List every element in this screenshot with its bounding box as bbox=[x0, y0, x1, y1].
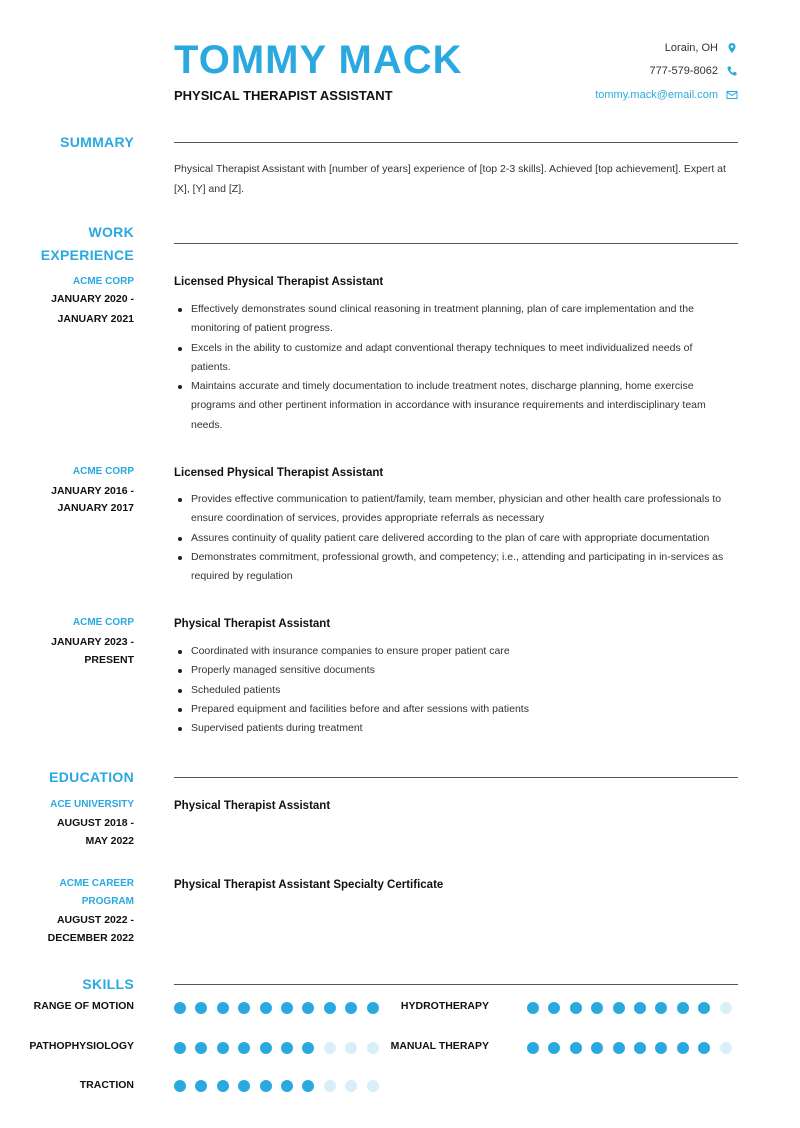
skills-divider bbox=[174, 984, 738, 985]
school-name: ACME CAREER bbox=[59, 878, 134, 889]
candidate-name: TOMMY MACK bbox=[174, 38, 463, 82]
skill-dot bbox=[217, 1080, 229, 1092]
skill-rating bbox=[174, 1080, 379, 1092]
summary-text: Physical Therapist Assistant with [number of years] experience of [top 2-3 skills]. Achieved [top achievement]. Expert at [X], [Y] and [Z]. bbox=[174, 163, 726, 195]
list-item: Supervised patients during treatment bbox=[174, 719, 734, 738]
email-link[interactable]: tommy.mack@email.com bbox=[595, 89, 718, 101]
skill-dot bbox=[238, 1002, 250, 1014]
skill-name: MANUAL THERAPY bbox=[390, 1040, 489, 1052]
experience-divider bbox=[174, 243, 738, 244]
school-name: ACE UNIVERSITY bbox=[50, 799, 134, 810]
job-role: Licensed Physical Therapist Assistant bbox=[174, 276, 384, 288]
school-name-line2: PROGRAM bbox=[81, 896, 134, 907]
skill-dot bbox=[570, 1002, 582, 1014]
skill-dot bbox=[698, 1002, 710, 1014]
job-date-end: PRESENT bbox=[84, 654, 134, 666]
skill-rating bbox=[174, 1002, 379, 1014]
skill-dot bbox=[720, 1002, 732, 1014]
job-role: Licensed Physical Therapist Assistant bbox=[174, 467, 384, 479]
skill-rating bbox=[174, 1042, 379, 1054]
skill-dot bbox=[281, 1042, 293, 1054]
skill-dot bbox=[677, 1002, 689, 1014]
skill-rating bbox=[527, 1042, 732, 1054]
education-date-start: AUGUST 2022 - bbox=[56, 914, 134, 926]
skill-name: RANGE OF MOTION bbox=[33, 1000, 134, 1012]
skill-dot bbox=[217, 1042, 229, 1054]
contact-email[interactable] bbox=[595, 89, 738, 101]
phone-icon bbox=[726, 65, 738, 77]
skill-name: PATHOPHYSIOLOGY bbox=[29, 1040, 134, 1052]
contact-location bbox=[665, 42, 738, 54]
experience-heading-line2: EXPERIENCE bbox=[40, 247, 134, 263]
list-item: Excels in the ability to customize and adapt conventional therapy techniques to meet individualized needs of patients. bbox=[174, 339, 734, 378]
skill-dot bbox=[367, 1080, 379, 1092]
education-date-end: MAY 2022 bbox=[85, 835, 134, 847]
envelope-icon bbox=[726, 89, 738, 101]
skill-dot bbox=[324, 1042, 336, 1054]
list-item: Assures continuity of quality patient care delivered according to the plan of care with appropriate documentation bbox=[174, 529, 734, 548]
skill-dot bbox=[527, 1002, 539, 1014]
skill-dot bbox=[302, 1080, 314, 1092]
job-company: ACME CORP bbox=[72, 466, 134, 477]
skill-dot bbox=[260, 1042, 272, 1054]
skill-dot bbox=[677, 1042, 689, 1054]
job-role: Physical Therapist Assistant bbox=[174, 618, 331, 630]
skill-dot bbox=[281, 1080, 293, 1092]
skill-dot bbox=[281, 1002, 293, 1014]
skill-dot bbox=[548, 1042, 560, 1054]
skill-dot bbox=[217, 1002, 229, 1014]
education-date-start: AUGUST 2018 - bbox=[56, 817, 134, 829]
skill-dot bbox=[613, 1002, 625, 1014]
contact-phone bbox=[649, 65, 738, 77]
skill-dot bbox=[345, 1042, 357, 1054]
skill-dot bbox=[655, 1002, 667, 1014]
summary-heading: SUMMARY bbox=[60, 134, 134, 150]
skill-dot bbox=[174, 1002, 186, 1014]
job-date-end: JANUARY 2021 bbox=[57, 313, 134, 325]
job-bullets bbox=[174, 300, 734, 435]
list-item: Provides effective communication to patient/family, team member, physician and other health care professionals to ensure coordination of services, provides appropriate referrals as necessary bbox=[174, 490, 734, 529]
list-item: Maintains accurate and timely documentation to include treatment notes, discharge planning, home exercise programs and other pertinent information in accordance with insurance requirements and interdisciplinary team needs. bbox=[174, 377, 734, 435]
list-item: Scheduled patients bbox=[174, 681, 734, 700]
skill-dot bbox=[345, 1080, 357, 1092]
job-date-start: JANUARY 2020 - bbox=[51, 293, 134, 305]
skill-dot bbox=[698, 1042, 710, 1054]
skill-dot bbox=[238, 1080, 250, 1092]
map-pin-icon bbox=[726, 42, 738, 54]
skill-dot bbox=[260, 1080, 272, 1092]
skill-dot bbox=[655, 1042, 667, 1054]
skill-rating bbox=[527, 1002, 732, 1014]
phone-text: 777-579-8062 bbox=[649, 65, 718, 77]
skill-dot bbox=[548, 1002, 560, 1014]
job-bullets bbox=[174, 490, 734, 586]
skill-dot bbox=[195, 1002, 207, 1014]
skill-dot bbox=[720, 1042, 732, 1054]
skill-dot bbox=[302, 1042, 314, 1054]
skill-name: TRACTION bbox=[79, 1079, 134, 1091]
skill-dot bbox=[634, 1002, 646, 1014]
location-text: Lorain, OH bbox=[664, 42, 718, 54]
experience-heading bbox=[41, 221, 134, 267]
list-item: Demonstrates commitment, professional growth, and competency; i.e., attending and participating in in-services as required by regulation bbox=[174, 548, 734, 587]
skill-dot bbox=[174, 1080, 186, 1092]
list-item: Effectively demonstrates sound clinical reasoning in treatment planning, plan of care implementation and the monitoring of patient progress. bbox=[174, 300, 734, 339]
summary-divider bbox=[174, 142, 738, 143]
skill-dot bbox=[195, 1042, 207, 1054]
skill-dot bbox=[527, 1042, 539, 1054]
skill-name: HYDROTHERAPY bbox=[400, 1000, 489, 1012]
list-item: Properly managed sensitive documents bbox=[174, 661, 734, 680]
skill-dot bbox=[260, 1002, 272, 1014]
skill-dot bbox=[613, 1042, 625, 1054]
education-heading: EDUCATION bbox=[49, 769, 134, 785]
education-divider bbox=[174, 777, 738, 778]
skill-dot bbox=[591, 1002, 603, 1014]
list-item: Coordinated with insurance companies to ensure proper patient care bbox=[174, 642, 734, 661]
skill-dot bbox=[570, 1042, 582, 1054]
skill-dot bbox=[195, 1080, 207, 1092]
job-bullets bbox=[174, 642, 734, 738]
job-company: ACME CORP bbox=[72, 276, 134, 287]
skill-dot bbox=[238, 1042, 250, 1054]
skill-dot bbox=[324, 1002, 336, 1014]
skill-dot bbox=[345, 1002, 357, 1014]
education-date-end: DECEMBER 2022 bbox=[47, 932, 134, 944]
skill-dot bbox=[324, 1080, 336, 1092]
skill-dot bbox=[634, 1042, 646, 1054]
skill-dot bbox=[174, 1042, 186, 1054]
degree-title: Physical Therapist Assistant bbox=[174, 800, 331, 812]
skill-dot bbox=[367, 1002, 379, 1014]
skill-dot bbox=[591, 1042, 603, 1054]
job-date-start: JANUARY 2016 - bbox=[51, 485, 134, 497]
experience-heading-line1: WORK bbox=[88, 224, 134, 240]
skill-dot bbox=[367, 1042, 379, 1054]
skill-dot bbox=[302, 1002, 314, 1014]
skills-heading: SKILLS bbox=[82, 976, 134, 992]
job-date-start: JANUARY 2023 - bbox=[51, 636, 134, 648]
degree-title: Physical Therapist Assistant Specialty Certificate bbox=[174, 879, 444, 891]
candidate-title: PHYSICAL THERAPIST ASSISTANT bbox=[174, 88, 393, 103]
list-item: Prepared equipment and facilities before and after sessions with patients bbox=[174, 700, 734, 719]
job-company: ACME CORP bbox=[72, 617, 134, 628]
job-date-end: JANUARY 2017 bbox=[57, 502, 134, 514]
